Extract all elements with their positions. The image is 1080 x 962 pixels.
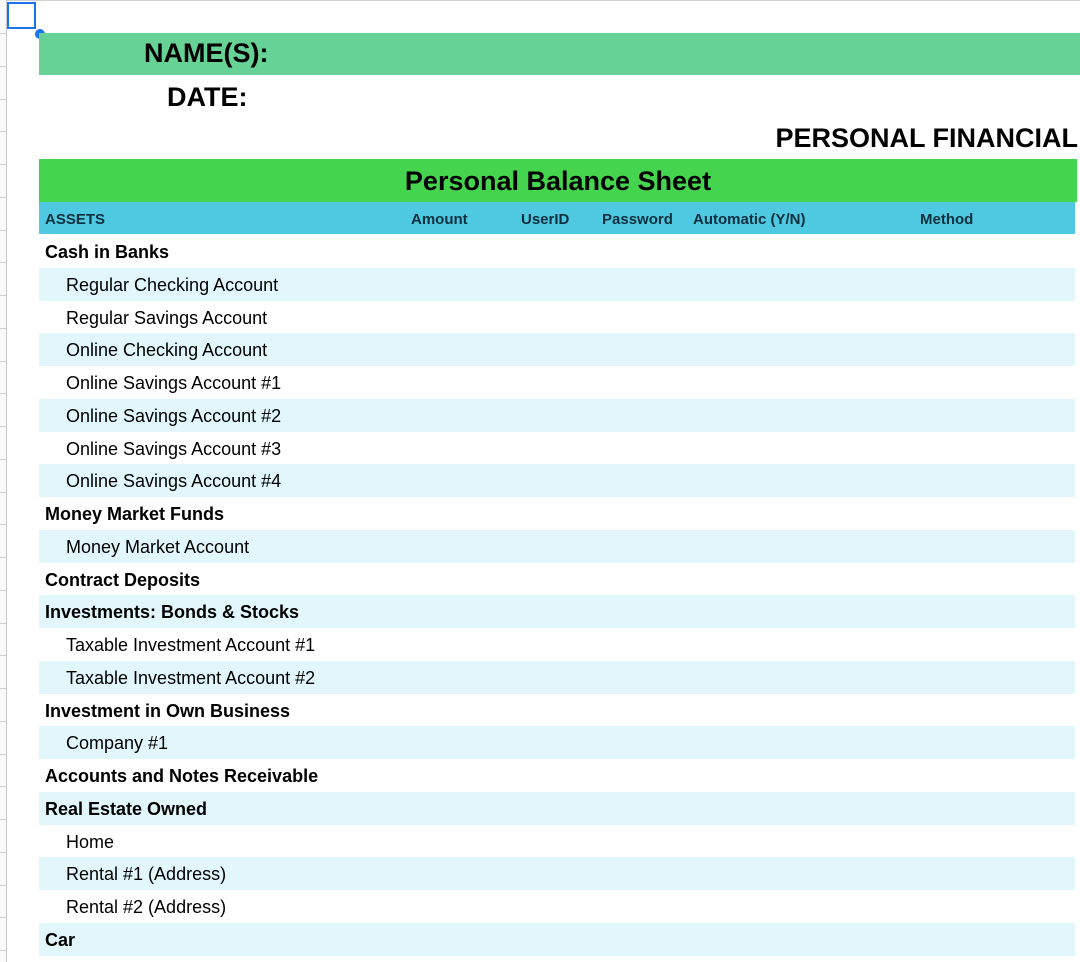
row-divider (0, 917, 6, 918)
section-label: Accounts and Notes Receivable (45, 766, 319, 786)
row-label: Rental #2 (Address) (66, 897, 227, 917)
row-divider (0, 66, 6, 67)
table-row[interactable] (39, 301, 1075, 334)
section-label: Real Estate Owned (45, 798, 208, 819)
table-row[interactable] (39, 857, 1075, 890)
asset-rows (39, 235, 1075, 956)
section-row[interactable] (39, 792, 1075, 825)
table-row[interactable] (39, 890, 1075, 923)
row-divider (0, 524, 6, 525)
section-label: Contract Deposits (45, 569, 201, 590)
column-header-assets: ASSETS (45, 211, 106, 228)
report-title: PERSONAL FINANCIAL (775, 123, 1078, 153)
row-divider (0, 262, 6, 263)
row-divider (0, 459, 6, 460)
row-divider (0, 131, 6, 132)
section-row[interactable] (39, 235, 1075, 268)
row-divider (0, 426, 6, 427)
table-row[interactable] (39, 825, 1075, 858)
date-label: DATE: (167, 82, 248, 112)
row-divider (0, 164, 6, 165)
column-header-method: Method (920, 211, 974, 228)
section-row[interactable] (39, 759, 1075, 792)
row-divider (0, 885, 6, 886)
row-divider (0, 590, 6, 591)
row-divider (0, 721, 6, 722)
row-label: Taxable Investment Account #2 (66, 667, 316, 688)
row-divider (0, 295, 6, 296)
row-divider (0, 852, 6, 853)
column-header-automatic: Automatic (Y/N) (693, 211, 806, 228)
section-row[interactable] (39, 694, 1075, 727)
sheet-title: Personal Balance Sheet (39, 159, 1077, 202)
table-row[interactable] (39, 268, 1075, 301)
row-divider (0, 688, 6, 689)
section-label: Car (45, 929, 76, 950)
section-label: Investment in Own Business (45, 700, 291, 721)
row-divider (0, 361, 6, 362)
names-label: NAME(S): (144, 38, 269, 68)
row-label: Home (66, 831, 115, 852)
row-divider (0, 819, 6, 820)
row-header-strip[interactable] (0, 0, 7, 962)
table-row[interactable] (39, 661, 1075, 694)
table-row[interactable] (39, 399, 1075, 432)
row-label: Regular Savings Account (66, 307, 268, 328)
table-row[interactable] (39, 432, 1075, 465)
table-row[interactable] (39, 628, 1075, 661)
table-row[interactable] (39, 464, 1075, 497)
table-row[interactable] (39, 530, 1075, 563)
column-header-amount: Amount (411, 211, 468, 228)
row-label: Online Savings Account #2 (66, 405, 282, 426)
section-label: Money Market Funds (45, 504, 225, 524)
table-row[interactable] (39, 726, 1075, 759)
section-label: Investments: Bonds & Stocks (45, 602, 300, 623)
row-divider (0, 754, 6, 755)
row-divider (0, 950, 6, 951)
row-label: Rental #1 (Address) (66, 864, 227, 885)
row-divider (0, 393, 6, 394)
row-divider (0, 623, 6, 624)
row-label: Company #1 (66, 733, 169, 754)
section-row[interactable] (39, 595, 1075, 628)
selected-cell[interactable] (7, 2, 36, 29)
row-divider (0, 557, 6, 558)
section-label: Cash in Banks (45, 242, 170, 262)
grid-top-edge (0, 0, 1080, 1)
row-divider (0, 492, 6, 493)
row-divider (0, 786, 6, 787)
row-label: Taxable Investment Account #1 (66, 635, 316, 655)
row-divider (0, 33, 6, 34)
row-divider (0, 655, 6, 656)
column-header-userid: UserID (521, 211, 570, 228)
row-divider (0, 197, 6, 198)
row-divider (0, 99, 6, 100)
table-row[interactable] (39, 333, 1075, 366)
section-row[interactable] (39, 563, 1075, 596)
column-header-password: Password (602, 211, 673, 228)
table-row[interactable] (39, 366, 1075, 399)
row-label: Online Checking Account (66, 340, 268, 361)
column-header-row (39, 202, 1075, 234)
row-label: Regular Checking Account (66, 274, 279, 295)
row-label: Online Savings Account #1 (66, 373, 282, 393)
section-row[interactable] (39, 497, 1075, 530)
row-divider (0, 230, 6, 231)
row-label: Online Savings Account #3 (66, 438, 282, 459)
section-row[interactable] (39, 923, 1075, 956)
row-divider (0, 328, 6, 329)
row-label: Online Savings Account #4 (66, 471, 282, 492)
row-label: Money Market Account (66, 536, 250, 557)
